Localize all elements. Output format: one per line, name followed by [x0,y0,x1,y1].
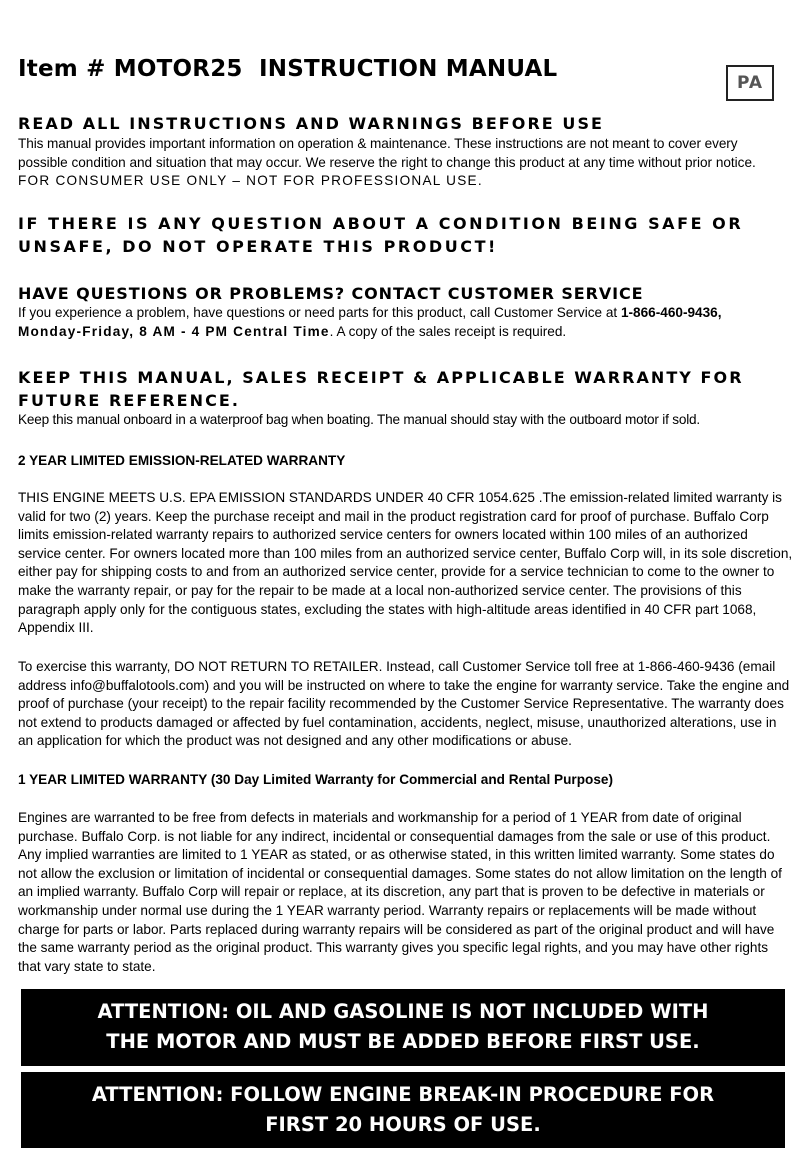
oil-gasoline-warning-banner [21,989,785,1066]
paragraph-line: Any implied warranties are limited to 1 YEAR as stated, or as otherwise stated, in this written limited warranty. Some states do [18,847,775,863]
paragraph-line: not extend to products damaged or affected by fuel contamination, accidents, neglect, misuse, unauthorized alterations, use in [18,714,777,730]
paragraph-line: limits emission-related warranty repairs to authorized service centers for owners located within 100 miles of an authorized [18,527,748,543]
paragraph-line: paragraph apply only for the contiguous states, excluding the states with high-altitude areas identified in 40 CFR part 1068, [18,601,757,617]
paragraph-line: proof of purchase (your receipt) to the repair facility recommended by the Customer Service Representative. The warranty does [18,696,784,712]
contact-text-start: If you experience a problem, have questions or need parts for this product, call Customer Service at [18,305,621,320]
paragraph-line: an application for which the product was not designed and any other modifications or abuse. [18,733,572,749]
paragraph-line: the same warranty period as the original product. This warranty gives you specific legal rights, and you may have other rights [18,940,769,956]
paragraph-line: that vary state to state. [18,958,156,974]
contact-line [18,323,790,342]
paragraph-line: service center. For owners located more than 100 miles from an authorized service center, Buffalo Corp will, in its sole discretion, [18,545,793,561]
paragraph-line: not allow the exclusion or limitation of incidental or consequential damages. Some states do not allow limitation on the length of [18,865,782,881]
paragraph-line: either pay for shipping costs to and from an authorized service center, provide for a service technician to come to the owner to [18,564,775,580]
heading-line: KEEP THIS MANUAL, SALES RECEIPT & APPLICABLE WARRANTY FOR [18,368,744,387]
paragraph-line: address info@buffalotools.com) and you will be instructed on where to take the engine for warranty service. Take the engine and [18,677,790,693]
keep-manual-text [18,411,790,430]
keep-manual-line: Keep this manual onboard in a waterproof bag when boating. The manual should stay with the outboard motor if sold. [18,412,700,427]
paragraph-line: To exercise this warranty, DO NOT RETURN TO RETAILER. Instead, call Customer Service toll free at 1-866-460-9436 (email [18,659,776,674]
service-hours: Monday-Friday, 8 AM - 4 PM Central Time [18,323,330,339]
intro-line: possible condition and situation that may occur. We reserve the right to change this product at any time without prior notice. [18,154,756,170]
consumer-use-notice: FOR CONSUMER USE ONLY – NOT FOR PROFESSIONAL USE. [18,173,483,189]
heading-line: IF THERE IS ANY QUESTION ABOUT A CONDITION BEING SAFE OR [18,214,744,233]
heading-line: FUTURE REFERENCE. [18,391,240,410]
emission-warranty-para2 [18,658,790,751]
banner-line: FIRST 20 HOURS OF USE. [265,1113,541,1136]
paragraph-line: Appendix III. [18,620,94,636]
read-instructions-text [18,135,790,191]
emission-warranty-para1 [18,489,793,638]
paragraph-line: THIS ENGINE MEETS U.S. EPA EMISSION STANDARDS UNDER 40 CFR 1054.625 .The emission-related limited warranty is [18,490,782,505]
limited-warranty-para [18,809,790,976]
paragraph-line: make the warranty repair, or pay for the repair to be made at a local non-authorized service center. The provisions of this [18,582,742,598]
heading-line: UNSAFE, DO NOT OPERATE THIS PRODUCT! [18,237,498,256]
banner-line: ATTENTION: OIL AND GASOLINE IS NOT INCLUDED WITH [97,1000,709,1023]
customer-service-phone: 1-866-460-9436, [620,305,722,320]
page-title: Item # MOTOR25 INSTRUCTION MANUAL [18,56,558,82]
limited-warranty-heading: 1 YEAR LIMITED WARRANTY (30 Day Limited Warranty for Commercial and Rental Purpose) [18,772,613,787]
break-in-warning-banner [21,1072,785,1148]
contact-heading: HAVE QUESTIONS OR PROBLEMS? CONTACT CUSTOMER SERVICE [18,284,644,303]
paragraph-line: an implied warranty. Buffalo Corp will repair or replace, at its discretion, any part that is proven to be defective in materials or [18,884,765,900]
receipt-note: . A copy of the sales receipt is required. [329,323,567,339]
contact-line [18,304,790,323]
safety-question-heading [18,212,743,258]
banner-line: ATTENTION: FOLLOW ENGINE BREAK-IN PROCEDURE FOR [91,1083,715,1106]
emission-warranty-heading: 2 YEAR LIMITED EMISSION-RELATED WARRANTY [18,453,346,468]
paragraph-line: purchase. Buffalo Corp. is not liable for any indirect, incidental or consequential damages from the sale or use of this product. [18,828,771,844]
read-instructions-heading: READ ALL INSTRUCTIONS AND WARNINGS BEFORE USE [18,114,605,133]
paragraph-line: Engines are warranted to be free from defects in materials and workmanship for a period of 1 YEAR from date of original [18,810,742,825]
paragraph-line: valid for two (2) years. Keep the purchase receipt and mail in the product registration card for proof of purchase. Buffalo Corp [18,508,769,524]
paragraph-line: charge for parts or labor. Parts replaced during warranty repairs will be considered as part of the original product and will have [18,921,775,937]
keep-manual-heading [18,366,744,412]
contact-text [18,304,790,341]
intro-line: This manual provides important information on operation & maintenance. These instructions are not meant to cover every [18,136,738,151]
paragraph-line: workmanship under normal use during the 1 YEAR warranty period. Warranty repairs or replacements will be made without [18,902,757,918]
language-badge: PA [726,65,774,101]
banner-line: THE MOTOR AND MUST BE ADDED BEFORE FIRST USE. [106,1030,700,1053]
